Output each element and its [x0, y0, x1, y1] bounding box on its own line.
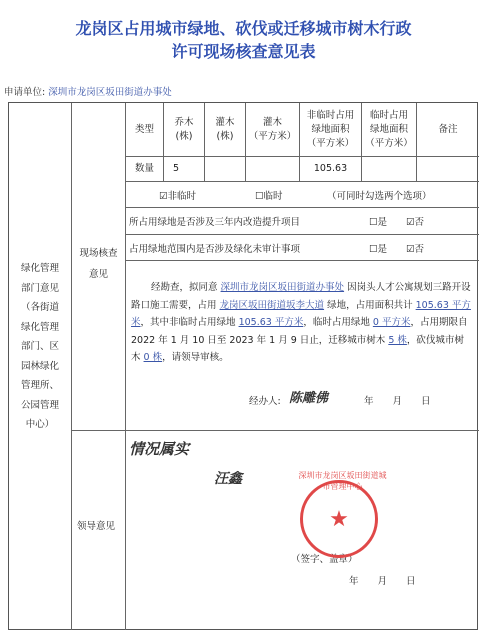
- sign-seal-label: （签字、盖章）: [291, 554, 358, 565]
- document-title-line2: 许可现场核查意见表: [171, 42, 316, 61]
- question-2-text: 占用绿地范围内是否涉及绿化未审计事项: [129, 244, 301, 255]
- form-table: [8, 102, 478, 630]
- leader-note: 情况属实: [129, 440, 190, 458]
- opinion-unit: 深圳市龙岗区坂田街道办事处: [220, 282, 345, 293]
- option-hint: （可同时勾选两个选项）: [327, 191, 432, 202]
- opinion-total-area: 105.63 平方米: [131, 299, 471, 328]
- document-title-line1: 龙岗区占用城市绿地、砍伐或迁移城市树木行政: [75, 19, 412, 38]
- section-check-label: 现场核查 意见: [79, 248, 118, 280]
- option-non-temp: ☑非临时: [159, 191, 197, 202]
- question-1-text: 所占用绿地是否涉及三年内改造提升项目: [129, 217, 301, 228]
- opinion-paragraph: 经勘查，拟同意 深圳市龙岗区坂田街道办事处 因岗头人才公寓规划三路开设路口施工需要，占用 龙岗区坂田街道坂李大道 绿地，占用面积共计 105.63 平方米，其中非临时占用绿地 105.63 平方米，临时占用绿地 0 平方米，占用期限自 2022 年 1 月 10 日至 2023 年 1 月 9 日止，迁移城市树木 5 株，砍伐城市树木 0 株，请领导审核。: [131, 282, 471, 363]
- header-type: 类型: [134, 123, 154, 135]
- opinion-temp-area: 0 平方米: [372, 317, 411, 328]
- row-label-quantity: 数量: [134, 163, 154, 174]
- header-nontemp-area: 非临时占用 绿地面积 （平方米）: [306, 109, 355, 149]
- header-temp-area: 临时占用 绿地面积 （平方米）: [365, 109, 413, 149]
- leader-signature: 汪鑫: [214, 471, 242, 487]
- question-2-yes: ☐是: [369, 244, 388, 255]
- applicant-label: 申请单位:: [4, 87, 46, 98]
- opinion-nontemp-area: 105.63 平方米: [238, 317, 304, 328]
- left-column-label: 绿化管理 部门意见 （各街道 绿化管理 部门、区 园林绿化 管理所、 公园管理 中心）: [20, 263, 59, 430]
- header-arbor: 乔木 (株): [174, 116, 194, 142]
- header-shrub-count: 灌木 (株): [215, 116, 235, 142]
- value-arbor: 5: [172, 163, 180, 174]
- question-1-no: ☑否: [406, 217, 425, 228]
- handler-signature: 陈雕佛: [289, 391, 329, 406]
- opinion-cut-count: 0 株: [143, 352, 163, 363]
- seal-text: 深圳市龙岗区坂田街道城市管理中心: [298, 471, 387, 491]
- option-temp: ☐临时: [255, 191, 283, 202]
- header-shrub-area: 灌木 （平方米）: [248, 116, 297, 142]
- handler-label: 经办人:: [249, 396, 281, 407]
- value-nontemp-area: 105.63: [313, 163, 348, 174]
- applicant-row: [4, 84, 172, 98]
- opinion-road: 龙岗区坂田街道坂李大道: [219, 299, 325, 311]
- header-remark: 备注: [438, 123, 458, 135]
- date-label-1: 年 月 日: [364, 396, 431, 407]
- opinion-move-count: 5 株: [388, 334, 407, 346]
- date-label-2: 年 月 日: [349, 576, 416, 587]
- applicant-value: 深圳市龙岗区坂田街道办事处: [48, 87, 172, 98]
- question-1-yes: ☐是: [369, 217, 388, 228]
- section-leader-label: 领导意见: [77, 521, 116, 532]
- seal-star-icon: ★: [329, 506, 349, 532]
- question-2-no: ☑否: [406, 244, 425, 255]
